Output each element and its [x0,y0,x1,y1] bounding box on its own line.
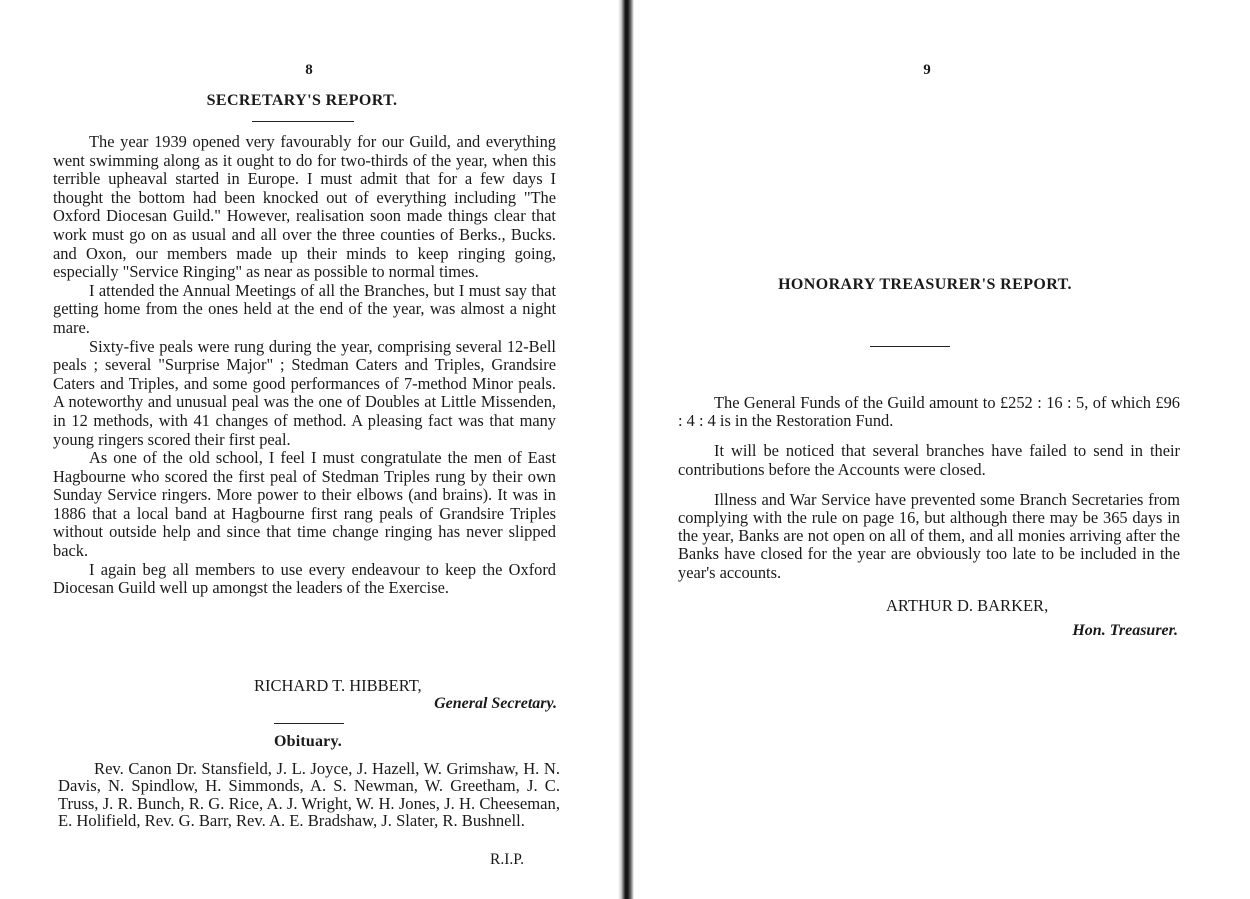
report-title: SECRETARY'S REPORT. [206,92,398,109]
obituary-rule [274,723,344,724]
paragraph: I attended the Annual Meetings of all the Branches, but I must say that getting home from the ones held at the end of the year, was almost a night mare. [53,280,556,337]
page-number: 9 [923,62,931,78]
signature-name: ARTHUR D. BARKER, [886,596,1049,615]
signature-name: RICHARD T. HIBBERT, [254,676,422,695]
report-title: HONORARY TREASURER'S REPORT. [778,276,1072,293]
report-body [678,394,1180,594]
page-number: 8 [305,62,313,78]
rip-text: R.I.P. [490,851,525,868]
right-page [634,0,1250,899]
book-gutter [618,0,634,899]
left-page [0,0,618,899]
signature-title: Hon. Treasurer. [1072,622,1178,639]
report-body [53,133,556,598]
obituary-title: Obituary. [273,733,343,750]
paragraph: The General Funds of the Guild amount to £252 : 16 : 5, of which £96 : 4 : 4 is in the Restoration Fund. [678,393,1180,431]
obituary-list [58,760,560,830]
title-rule [252,121,354,122]
paragraph: Illness and War Service have prevented some Branch Secretaries from complying with the rule on page 16, but although there may be 365 days in the year, Banks are not open on all of them, and all monies arriving after the Banks have closed for the year are obviously too late to be included in the year's accounts. [678,489,1180,582]
paragraph: Sixty-five peals were rung during the year, comprising several 12-Bell peals ; several "Surprise Major" ; Stedman Caters and Triples, Grandsire Caters and Triples, and some good performances of 7-method Minor peals. A noteworthy and unusual peal was the one of Doubles at Little Missenden, in 12 methods, with 41 changes of method. A pleasing fact was that many young ringers scored their first peal. [53,336,556,449]
title-rule [870,346,950,347]
paragraph: As one of the old school, I feel I must congratulate the men of East Hagbourne who scored the first peal of Stedman Triples rung by their own Sunday Service ringers. More power to their elbows (and brains). It was in 1886 that a local band at Hagbourne first rang peals of Grandsire Triples without outside help and since that time change ringing has never slipped back. [53,448,556,561]
paragraph: I again beg all members to use every endeavour to keep the Oxford Diocesan Guild well up amongst the leaders of the Exercise. [53,559,556,598]
paragraph: It will be noticed that several branches have failed to send in their contributions before the Accounts were closed. [678,441,1180,479]
signature-title: General Secretary. [434,695,557,712]
obituary-names: Rev. Canon Dr. Stansfield, J. L. Joyce, J. Hazell, W. Grimshaw, H. N. Davis, N. Spindlow, H. Simmonds, A. S. Newman, W. Greetham, J. C. Truss, J. R. Bunch, R. G. Rice, A. J. Wright, W. H. Jones, J. H. Cheeseman, E. Holifield, Rev. G. Barr, Rev. A. E. Bradshaw, J. Slater, R. Bushnell. [58,759,560,831]
paragraph: The year 1939 opened very favourably for our Guild, and everything went swimming along as it ought to do for two-thirds of the year, when this terrible upheaval started in Europe. I must admit that for a few days I thought the bottom had been knocked out of everything including "The Oxford Diocesan Guild." However, realisation soon made things clear that work must go on as usual and all over the three counties of Berks., Bucks. and Oxon, our members made up their minds to keep ringing going, especially "Service Ringing" as near as possible to normal times. [53,132,556,282]
